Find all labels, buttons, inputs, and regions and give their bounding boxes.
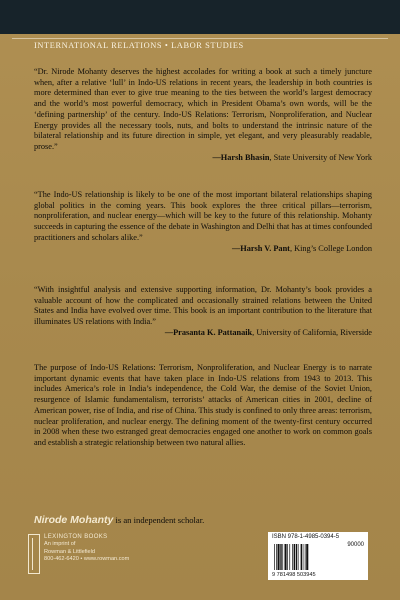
quote-text: “Dr. Nirode Mohanty deserves the highest accolades for writing a book at such a timely juncture when, after a relative ‘lull’ in Indo-US relations in recent years, the leadership in both countries is more determined than ever to give true meaning to the ties between the world’s largest democracy and the world’s most powerful democracy, which in President Obama’s own words, will be the ‘defining partnership’ of the century. Indo-US Relations: Terrorism, Nonproliferation, and Nuclear Energy provides all the necessary tools, nuts, and bolts to understand the intrinsic nature of the bilateral relationship and its future direction in simple, yet elegant, and very pleasurably readable, prose.” bbox=[34, 67, 372, 151]
publisher-logo-icon bbox=[28, 534, 40, 574]
publisher-name: LEXINGTON BOOKS bbox=[44, 534, 108, 540]
quote-attribution bbox=[34, 244, 372, 255]
author-bio-text: is an independent scholar. bbox=[113, 515, 205, 525]
publisher-info bbox=[44, 534, 168, 564]
ean-digits: 9 781498 503945 bbox=[272, 572, 316, 578]
publisher-parent: Rowman & Littlefield bbox=[44, 548, 95, 555]
author-bio bbox=[34, 514, 294, 526]
top-dark-band bbox=[0, 0, 400, 34]
author-name: Nirode Mohanty bbox=[34, 514, 114, 526]
quote-text: “The Indo-US relationship is likely to be one of the most important bilateral relationships shaping global politics in the coming years. This book explores the three critical pillars—terrorism, nonproliferation, and nuclear energy—which will be key to the future of this relationship. Mohanty succeeds in capturing the essence of the debate in Washington and Delhi that has at times confounded practitioners and scholars alike.” bbox=[34, 190, 372, 242]
quote-affiliation: , King’s College London bbox=[289, 243, 372, 253]
isbn-label: ISBN 978-1-4985-0394-5 bbox=[272, 534, 340, 540]
quote-attribution bbox=[34, 328, 372, 339]
quote-author: —Harsh Bhasin bbox=[212, 152, 270, 162]
quote-author: —Prasanta K. Pattanaik bbox=[164, 327, 253, 337]
publisher-contact: 800-462-6420 • www.rowman.com bbox=[44, 556, 130, 563]
header-rule bbox=[12, 38, 388, 39]
quote-affiliation: , State University of New York bbox=[269, 152, 372, 162]
series-label: INTERNATIONAL RELATIONS • LABOR STUDIES bbox=[34, 41, 244, 50]
quote-author: —Harsh V. Pant bbox=[231, 243, 290, 253]
barcode-box bbox=[268, 532, 368, 580]
publisher-block bbox=[28, 534, 168, 574]
endorsement-quote-3 bbox=[34, 285, 372, 339]
quote-text: “With insightful analysis and extensive supporting information, Dr. Mohanty’s book provides a valuable account of how the complicated and occasionally strained relations between the United States and India have evolved over time. This book is an important contribution to the literature that illuminates US relations with India.” bbox=[34, 285, 372, 327]
endorsement-quote-1 bbox=[34, 67, 372, 163]
endorsement-quote-2 bbox=[34, 190, 372, 254]
quote-attribution bbox=[34, 153, 372, 164]
barcode-bars-icon bbox=[272, 542, 364, 570]
book-description: The purpose of Indo-US Relations: Terrorism, Nonproliferation, and Nuclear Energy is to narrate important dynamic events that have taken place in Indo-US relations from 1943 to 2013. This includes America’s role in India’s independence, the Cold War, the demise of the Soviet Union, resurgence of Islamic fundamentalism, terrorists’ attacks of American cities in 2001, decline of American power, rise of India, and rise of China. This study is confined to only three areas: terrorism, nuclear proliferation, and nuclear energy. The defining moment of the twenty-first century occurred in 2008 when these two estranged great democracies engaged one another to work on common goals and establish a strategic relationship between two natural allies. bbox=[34, 363, 372, 447]
price-code: 90000 bbox=[347, 542, 364, 548]
quote-affiliation: , University of California, Riverside bbox=[252, 327, 372, 337]
publisher-imprint-line: An imprint of bbox=[44, 541, 76, 548]
